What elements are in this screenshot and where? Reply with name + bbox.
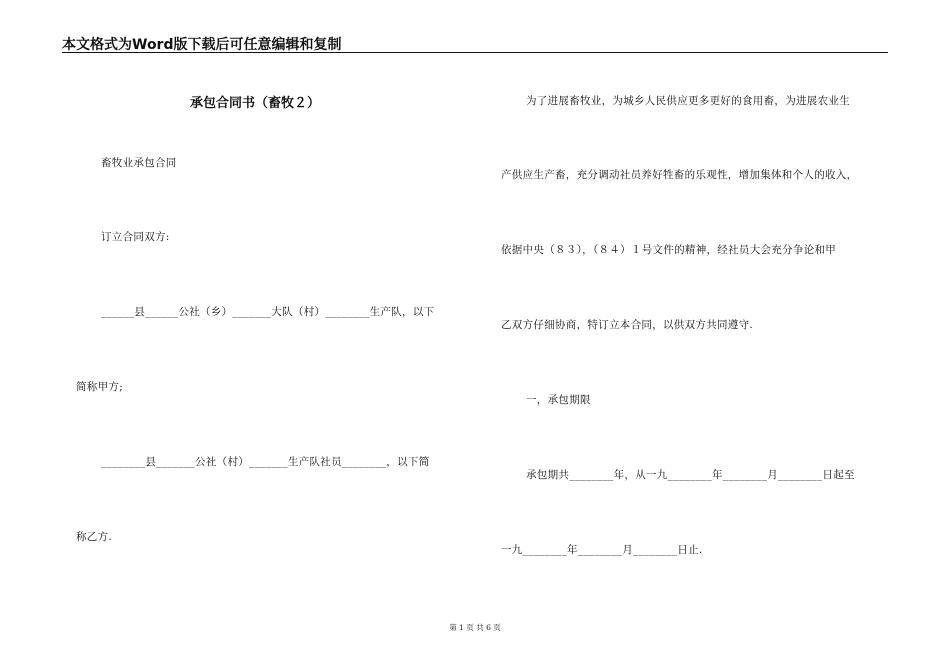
header-divider [62,52,888,53]
left-paragraph-5: ________县_______公社（村）_______生产队社员________，以下简 [101,456,430,468]
left-paragraph-2: 订立合同双方: [101,231,170,243]
left-paragraph-4: 简称甲方; [76,381,124,393]
right-paragraph-3: 依据中央（８３），（８４）１号文件的精神，经社员大会充分争论和甲 [501,244,837,256]
left-paragraph-3: ______县______公社（乡）_______大队（村）________生产队，以下 [101,306,435,318]
document-title: 承包合同书（畜牧２） [190,96,321,111]
right-paragraph-2: 产供应生产畜，充分调动社员养好牲畜的乐观性，增加集体和个人的收入， [501,169,858,181]
right-paragraph-7: 一九________年________月________日止. [501,544,703,556]
right-paragraph-4: 乙双方仔细协商，特订立本合同，以供双方共同遵守. [501,319,754,331]
left-paragraph-1: 畜牧业承包合同 [101,157,177,169]
section-heading-term: 一，承包期限 [526,394,591,406]
page-number: 第 1 页 共 6 页 [449,623,501,632]
right-paragraph-1: 为了进展畜牧业，为城乡人民供应更多更好的食用畜，为进展农业生 [526,95,850,107]
left-paragraph-6: 称乙方. [76,531,113,543]
header-text: 本文格式为Word版下载后可任意编辑和复制 [62,37,342,53]
right-paragraph-6: 承包期共________年，从一九________年________月________日起至 [526,469,855,481]
